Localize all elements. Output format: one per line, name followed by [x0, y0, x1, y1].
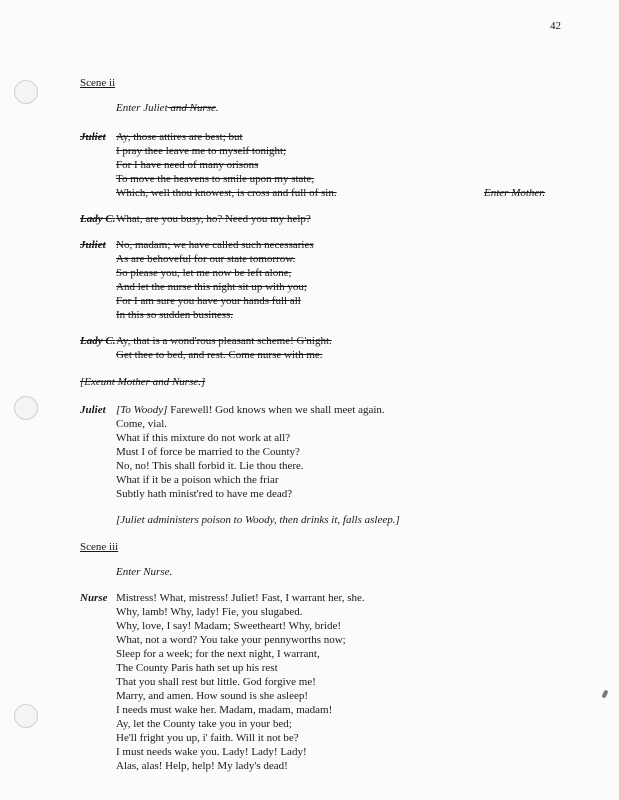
dialogue-line: He'll fright you up, i' faith. Will it not be? [116, 732, 299, 744]
scene-heading: Scene iii [80, 541, 119, 553]
dialogue-line: In this so sudden business. [116, 309, 234, 321]
dialogue-line: Alas, alas! Help, help! My lady's dead! [116, 760, 288, 772]
dialogue-line: Why, lamb! Why, lady! Fie, you slugabed. [116, 606, 303, 618]
dialogue-line: As are behoveful for our state tomorrow. [116, 253, 296, 265]
dialogue-line: I must needs wake you. Lady! Lady! Lady! [116, 746, 307, 758]
stage-direction: Enter Mother. [484, 187, 546, 199]
punch-hole [14, 704, 38, 728]
stage-direction: [Juliet administers poison to Woody, then drinks it, falls asleep.] [116, 514, 400, 526]
dialogue-line: Which, well thou knowest, is cross and full of sin. [116, 187, 337, 199]
speaker-name: Lady C. [80, 213, 116, 225]
dialogue-line: What, not a word? You take your pennyworths now; [116, 634, 346, 646]
stage-direction: [Exeunt Mother and Nurse.] [80, 376, 206, 388]
scene-heading: Scene ii [80, 77, 116, 89]
dialogue-line: No, madam; we have called such necessaries [116, 239, 314, 251]
dialogue-line: That you shall rest but little. God forgive me! [116, 676, 316, 688]
speaker-name: Nurse [80, 592, 108, 604]
dialogue-line: Mistress! What, mistress! Juliet! Fast, I warrant her, she. [116, 592, 365, 604]
dialogue-line: Why, love, I say! Madam; Sweetheart! Why, bride! [116, 620, 342, 632]
speaker-name: Juliet [80, 131, 106, 143]
speaker-name: Juliet [80, 404, 106, 416]
punch-hole [14, 396, 38, 420]
dialogue-line: Get thee to bed, and rest. Come nurse with me. [116, 349, 323, 361]
speaker-name: Juliet [80, 239, 106, 251]
punch-hole [14, 80, 38, 104]
dialogue-line: Subtly hath minist'red to have me dead? [116, 488, 293, 500]
stage-direction: Enter Nurse. [116, 566, 173, 578]
dialogue-line: What if it be a poison which the friar [116, 474, 279, 486]
dialogue-line: Sleep for a week; for the next night, I warrant, [116, 648, 320, 660]
dialogue-line: Marry, and amen. How sound is she asleep! [116, 690, 309, 702]
dialogue-line: And let the nurse this night sit up with you; [116, 281, 307, 293]
dialogue-line: The County Paris hath set up his rest [116, 662, 278, 674]
dialogue-line: No, no! This shall forbid it. Lie thou there. [116, 460, 304, 472]
dialogue-line: So please you, let me now be left alone, [116, 267, 292, 279]
stage-direction: Enter Juliet and Nurse. [116, 102, 219, 114]
dialogue-line: For I am sure you have your hands full all [116, 295, 301, 307]
inline-direction: [To Woody] [116, 404, 168, 416]
page-number: 42 [550, 20, 561, 32]
dialogue-line: For I have need of many orisons [116, 159, 259, 171]
dialogue-line: I pray thee leave me to myself tonight; [116, 145, 287, 157]
dialogue-line: Ay, those attires are best; but [116, 131, 243, 143]
dialogue-line: Ay, let the County take you in your bed; [116, 718, 292, 730]
dialogue-line: Ay, that is a wond'rous pleasant scheme! G'night. [116, 335, 332, 347]
dialogue-line: Come, vial. [116, 418, 168, 430]
dialogue-line: I needs must wake her. Madam, madam, madam! [116, 704, 333, 716]
dialogue-line: Must I of force be married to the County? [116, 446, 300, 458]
dialogue-line: What if this mixture do not work at all? [116, 432, 291, 444]
dialogue-line: What, are you busy, ho? Need you my help? [116, 213, 311, 225]
dialogue-line: To move the heavens to smile upon my state, [116, 173, 315, 185]
speaker-name: Lady C. [80, 335, 116, 347]
dialogue-line: [To Woody] Farewell! God knows when we shall meet again. [116, 404, 385, 416]
ink-smudge [601, 690, 608, 699]
